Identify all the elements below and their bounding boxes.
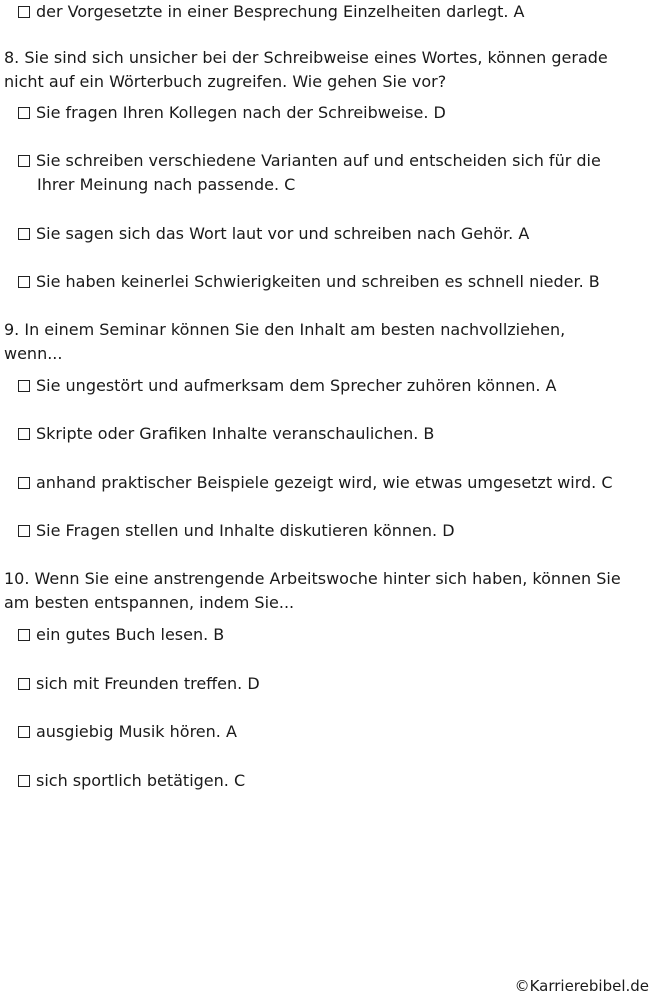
copyright-notice: ©Karrierebibel.de [514, 977, 649, 995]
option-label: Sie Fragen stellen und Inhalte diskutieren können. D [36, 521, 455, 540]
option-label: Sie sagen sich das Wort laut vor und schreiben nach Gehör. A [36, 224, 530, 243]
option-label: der Vorgesetzte in einer Besprechung Einzelheiten darlegt. A [36, 2, 525, 21]
question-text: 8. Sie sind sich unsicher bei der Schreibweise eines Wortes, können gerade [4, 48, 608, 67]
checkbox-option[interactable] [18, 422, 434, 446]
option-label: ein gutes Buch lesen. B [36, 625, 225, 644]
checkbox-option[interactable] [18, 101, 446, 125]
question-text: nicht auf ein Wörterbuch zugreifen. Wie gehen Sie vor? [4, 72, 447, 91]
checkbox-icon[interactable] [18, 380, 30, 392]
option-label: Sie ungestört und aufmerksam dem Sprecher zuhören können. A [36, 376, 557, 395]
checkbox-icon[interactable] [18, 228, 30, 240]
question-text: 9. In einem Seminar können Sie den Inhalt am besten nachvollziehen, [4, 320, 566, 339]
checkbox-icon[interactable] [18, 775, 30, 787]
checkbox-option[interactable] [18, 672, 260, 696]
option-label: ausgiebig Musik hören. A [36, 722, 237, 741]
checkbox-option[interactable] [18, 519, 455, 543]
option-label: Sie fragen Ihren Kollegen nach der Schreibweise. D [36, 103, 446, 122]
checkbox-icon[interactable] [18, 629, 30, 641]
checkbox-option[interactable] [18, 149, 601, 173]
checkbox-option[interactable] [18, 0, 525, 24]
option-label: Sie haben keinerlei Schwierigkeiten und schreiben es schnell nieder. B [36, 272, 600, 291]
checkbox-icon[interactable] [18, 6, 30, 18]
option-label: anhand praktischer Beispiele gezeigt wird, wie etwas umgesetzt wird. C [36, 473, 613, 492]
checkbox-option[interactable] [18, 270, 600, 294]
checkbox-option[interactable] [18, 720, 237, 744]
question-text: am besten entspannen, indem Sie... [4, 593, 295, 612]
checkbox-icon[interactable] [18, 477, 30, 489]
option-label: sich sportlich betätigen. C [36, 771, 246, 790]
question-text: wenn... [4, 344, 63, 363]
checkbox-icon[interactable] [18, 525, 30, 537]
checkbox-option[interactable] [18, 471, 613, 495]
checkbox-option[interactable] [18, 769, 245, 793]
checkbox-option[interactable] [18, 222, 529, 246]
checkbox-icon[interactable] [18, 155, 30, 167]
option-label: sich mit Freunden treffen. D [36, 674, 260, 693]
option-label: Skripte oder Grafiken Inhalte veranschaulichen. B [36, 424, 435, 443]
checkbox-option[interactable] [18, 374, 556, 398]
option-label-continued: Ihrer Meinung nach passende. C [37, 175, 296, 194]
checkbox-icon[interactable] [18, 726, 30, 738]
checkbox-icon[interactable] [18, 107, 30, 119]
checkbox-option[interactable] [18, 623, 224, 647]
question-text: 10. Wenn Sie eine anstrengende Arbeitswoche hinter sich haben, können Sie [4, 569, 621, 588]
checkbox-icon[interactable] [18, 428, 30, 440]
option-label: Sie schreiben verschiedene Varianten auf und entscheiden sich für die [36, 151, 601, 170]
checkbox-icon[interactable] [18, 276, 30, 288]
checkbox-icon[interactable] [18, 678, 30, 690]
